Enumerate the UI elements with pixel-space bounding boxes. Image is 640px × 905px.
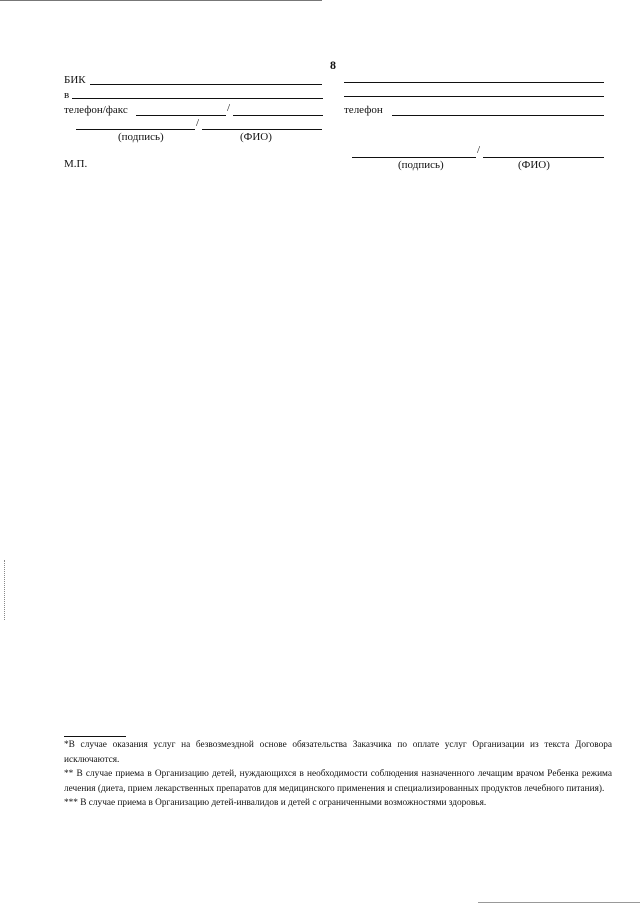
stamp-label: М.П. [64,158,88,170]
right-field-line-2 [344,96,604,97]
right-field-line-1 [344,82,604,83]
bik-label: БИК [64,74,86,86]
phone-fax-field-line-1 [136,115,226,116]
right-signature-caption: (подпись) [398,159,444,171]
footnote-3: *** В случае приема в Организацию детей-инвалидов и детей с ограниченными возможностями здоровья. [64,798,487,808]
scan-edge-mark [4,560,5,620]
footnote-separator [64,736,126,737]
scan-edge-line [0,0,322,1]
page-number: 8 [330,58,336,72]
right-phone-field-line [392,115,604,116]
scan-bottom-line [478,902,640,903]
left-signature-caption: (подпись) [118,131,164,143]
footnote-1: *В случае оказания услуг на безвозмездной основе обязательства Заказчика по оплате услуг Организации из текста Договора исключаются. [64,740,612,765]
right-signature-slash: / [477,144,481,156]
bank-in-label: в [64,89,70,101]
footnote-2: ** В случае приема в Организацию детей, нуждающихся в необходимости соблюдения назначенного лечащим врачом Ребенка режима лечения (диета, прием лекарственных препаратов для медицинского применения и специализированных продуктов лечебного питания). [64,769,612,794]
right-phone-label: телефон [344,104,383,116]
phone-fax-field-line-2 [233,115,323,116]
left-signature-line [76,129,195,130]
phone-fax-label: телефон/факс [64,104,128,116]
right-fio-caption: (ФИО) [518,159,550,171]
left-fio-caption: (ФИО) [240,131,272,143]
footnotes [64,738,612,811]
bik-field-line [90,84,322,85]
left-fio-line [202,129,322,130]
bank-field-line [72,98,323,99]
right-signature-line [352,157,476,158]
phone-fax-slash: / [227,102,231,114]
right-fio-line [483,157,604,158]
left-signature-slash: / [196,117,200,129]
